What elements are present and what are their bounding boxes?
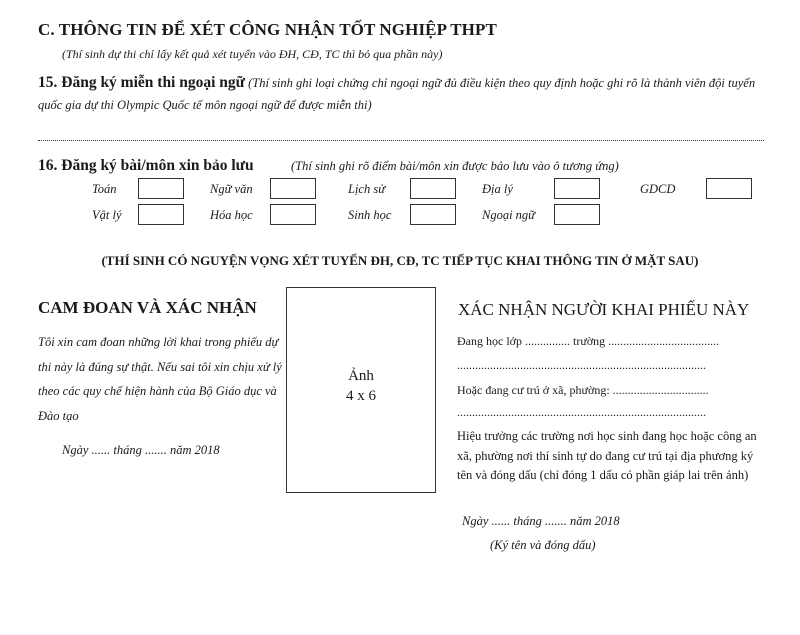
commitment-body: Tôi xin cam đoan những lời khai trong phiếu dự thi này là đúng sự thật. Nếu sai tôi xin chịu xử lý theo các quy chế hiện hành của Bộ Giáo dục và Đào tạo (38, 335, 282, 423)
score-box-toan[interactable] (138, 178, 184, 199)
residence-line-2[interactable]: ................................................................................... (457, 405, 706, 419)
signature-note: (Ký tên và đóng dấu) (490, 538, 596, 552)
subject-label-toan: Toán (92, 182, 117, 196)
score-box-ngu-van[interactable] (270, 178, 316, 199)
score-box-gdcd[interactable] (706, 178, 752, 199)
section-c-title: C. THÔNG TIN ĐỂ XÉT CÔNG NHẬN TỐT NGHIỆP THPT (38, 20, 497, 39)
commitment-date[interactable]: Ngày ...... tháng ....... năm 2018 (62, 443, 220, 457)
subject-label-dia-ly: Địa lý (482, 182, 513, 196)
question-15-title: 15. Đăng ký miễn thi ngoại ngữ (38, 74, 245, 91)
confirmation-date[interactable]: Ngày ...... tháng ....... năm 2018 (462, 514, 620, 528)
question-15-note: (Thí sinh ghi loại chứng chỉ ngoại ngữ đủ điều kiện theo quy định hoặc ghi rõ là thành viên đội tuyển quốc gia dự thi Olympic Quốc tế môn ngoại ngữ để được miễn thi) (38, 76, 756, 112)
score-box-ngoai-ngu[interactable] (554, 204, 600, 225)
class-school-line-2[interactable]: ................................................................................... (457, 358, 706, 372)
photo-label: Ảnh 4 x 6 (346, 368, 376, 404)
subject-label-lich-su: Lịch sử (348, 182, 386, 196)
section-c-note: (Thí sinh dự thi chỉ lấy kết quả xét tuyển vào ĐH, CĐ, TC thì bỏ qua phần này) (62, 47, 443, 61)
question-15 (38, 72, 773, 116)
class-school-line[interactable]: Đang học lớp ............... trường ..................................... (457, 334, 720, 348)
subject-label-ngoai-ngu: Ngoại ngữ (482, 208, 536, 222)
question-16-note: (Thí sinh ghi rõ điểm bài/môn xin được bảo lưu vào ô tương ứng) (291, 159, 619, 173)
back-side-notice: (THÍ SINH CÓ NGUYỆN VỌNG XÉT TUYỂN ĐH, CĐ, TC TIẾP TỤC KHAI THÔNG TIN Ở MẶT SAU) (101, 253, 699, 268)
commitment-title: CAM ĐOAN VÀ XÁC NHẬN (38, 298, 257, 317)
score-box-hoa-hoc[interactable] (270, 204, 316, 225)
subject-label-ngu-van: Ngữ văn (210, 182, 253, 196)
subject-label-sinh-hoc: Sinh học (348, 208, 392, 222)
question-15-answer-line[interactable] (38, 140, 764, 141)
residence-line[interactable]: Hoặc đang cư trú ở xã, phường: ................................ (457, 383, 709, 397)
subject-label-hoa-hoc: Hóa học (210, 208, 253, 222)
score-box-sinh-hoc[interactable] (410, 204, 456, 225)
subject-label-gdcd: GDCD (640, 182, 676, 196)
score-box-vat-ly[interactable] (138, 204, 184, 225)
question-16-title: 16. Đăng ký bài/môn xin bảo lưu (38, 157, 254, 174)
confirmation-title: XÁC NHẬN NGƯỜI KHAI PHIẾU NÀY (458, 300, 750, 319)
score-box-lich-su[interactable] (410, 178, 456, 199)
confirmation-instructions: Hiệu trưởng các trường nơi học sinh đang học hoặc công an xã, phường nơi thí sinh tự do đang cư trú tại địa phương ký tên và đóng dấu (chỉ đóng 1 dấu có phần giáp lai trên ảnh) (457, 429, 757, 482)
score-box-dia-ly[interactable] (554, 178, 600, 199)
subject-label-vat-ly: Vật lý (92, 208, 122, 222)
